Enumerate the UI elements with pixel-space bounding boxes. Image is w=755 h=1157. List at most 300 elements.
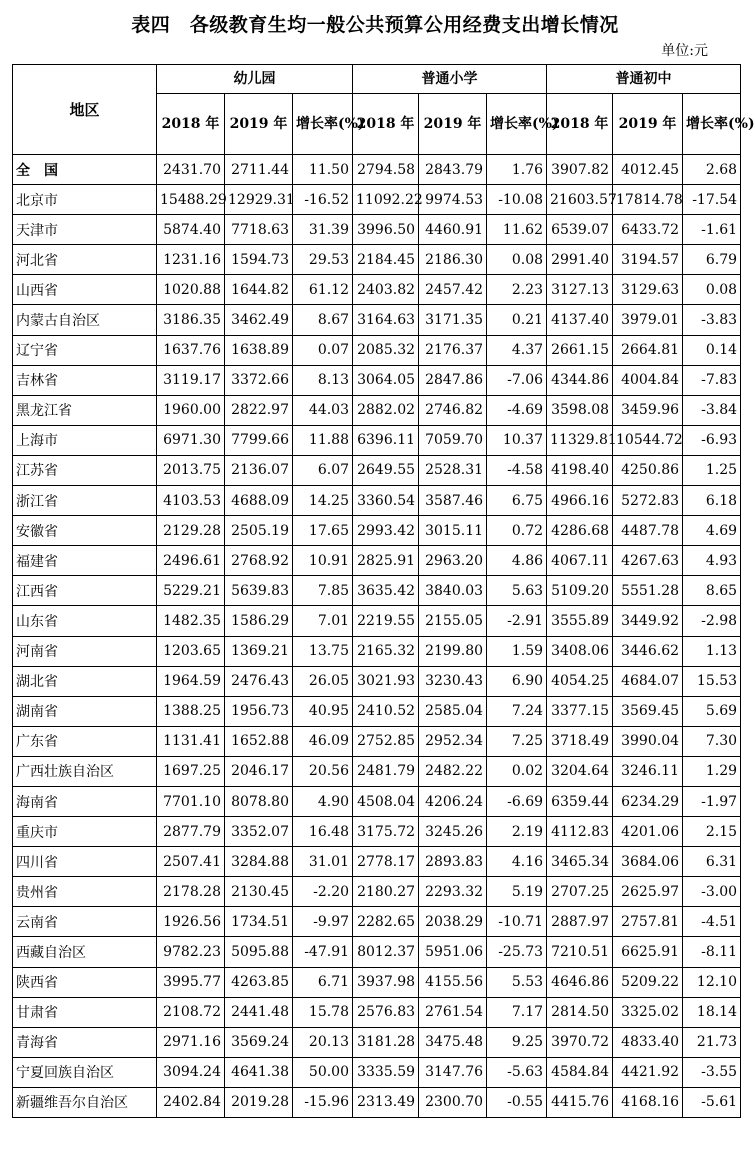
- value-cell: 4137.40: [547, 305, 613, 335]
- value-cell: -3.84: [683, 395, 741, 425]
- value-cell: 1697.25: [157, 756, 225, 786]
- value-cell: 6359.44: [547, 786, 613, 816]
- value-cell: 3996.50: [353, 215, 419, 245]
- value-cell: 2825.91: [353, 546, 419, 576]
- value-cell: 3021.93: [353, 666, 419, 696]
- value-cell: 2711.44: [225, 155, 293, 185]
- value-cell: 1369.21: [225, 636, 293, 666]
- table-row: [13, 335, 741, 365]
- table-row: [13, 967, 741, 997]
- value-cell: 2.23: [487, 275, 547, 305]
- value-cell: 2176.37: [419, 335, 487, 365]
- table-row: [13, 486, 741, 516]
- value-cell: -16.52: [293, 185, 353, 215]
- value-cell: 2013.75: [157, 455, 225, 485]
- value-cell: 0.14: [683, 335, 741, 365]
- group-header-kindergarten: 幼儿园: [157, 65, 353, 94]
- value-cell: 9974.53: [419, 185, 487, 215]
- value-cell: 1926.56: [157, 907, 225, 937]
- region-cell: 新疆维吾尔自治区: [13, 1087, 157, 1117]
- value-cell: 3094.24: [157, 1057, 225, 1087]
- value-cell: 3171.35: [419, 305, 487, 335]
- value-cell: 2971.16: [157, 1027, 225, 1057]
- value-cell: 5639.83: [225, 576, 293, 606]
- value-cell: 1482.35: [157, 606, 225, 636]
- value-cell: 2186.30: [419, 245, 487, 275]
- region-cell: 广西壮族自治区: [13, 756, 157, 786]
- table-row: [13, 606, 741, 636]
- table-row: [13, 636, 741, 666]
- value-cell: 2431.70: [157, 155, 225, 185]
- table-row: [13, 726, 741, 756]
- value-cell: 2403.82: [353, 275, 419, 305]
- value-cell: 5229.21: [157, 576, 225, 606]
- value-cell: 2046.17: [225, 756, 293, 786]
- year-2018-header: 2018 年: [547, 94, 613, 155]
- value-cell: 10544.72: [613, 425, 683, 455]
- value-cell: 2814.50: [547, 997, 613, 1027]
- table-row: [13, 425, 741, 455]
- value-cell: 46.09: [293, 726, 353, 756]
- value-cell: 1960.00: [157, 395, 225, 425]
- value-cell: 2441.48: [225, 997, 293, 1027]
- value-cell: 4168.16: [613, 1087, 683, 1117]
- value-cell: 6971.30: [157, 425, 225, 455]
- region-header: 地区: [13, 65, 157, 155]
- value-cell: -2.20: [293, 877, 353, 907]
- value-cell: -4.58: [487, 455, 547, 485]
- value-cell: 7.85: [293, 576, 353, 606]
- table-row: [13, 997, 741, 1027]
- value-cell: -3.55: [683, 1057, 741, 1087]
- value-cell: 3718.49: [547, 726, 613, 756]
- value-cell: 3587.46: [419, 486, 487, 516]
- region-cell: 陕西省: [13, 967, 157, 997]
- value-cell: -6.93: [683, 425, 741, 455]
- value-cell: 2282.65: [353, 907, 419, 937]
- value-cell: 14.25: [293, 486, 353, 516]
- value-cell: 4155.56: [419, 967, 487, 997]
- value-cell: 3408.06: [547, 636, 613, 666]
- value-cell: 2768.92: [225, 546, 293, 576]
- value-cell: 0.72: [487, 516, 547, 546]
- value-cell: 3970.72: [547, 1027, 613, 1057]
- value-cell: 3569.45: [613, 696, 683, 726]
- value-cell: -7.06: [487, 365, 547, 395]
- value-cell: 2178.28: [157, 877, 225, 907]
- region-cell: 四川省: [13, 847, 157, 877]
- value-cell: 1.29: [683, 756, 741, 786]
- table-row: [13, 185, 741, 215]
- value-cell: -4.51: [683, 907, 741, 937]
- table-row: [13, 817, 741, 847]
- table-row: [13, 546, 741, 576]
- value-cell: 4004.84: [613, 365, 683, 395]
- value-cell: 3015.11: [419, 516, 487, 546]
- value-cell: -10.71: [487, 907, 547, 937]
- value-cell: 1203.65: [157, 636, 225, 666]
- value-cell: 6.31: [683, 847, 741, 877]
- value-cell: 4966.16: [547, 486, 613, 516]
- value-cell: 2778.17: [353, 847, 419, 877]
- value-cell: 4012.45: [613, 155, 683, 185]
- value-cell: 15.78: [293, 997, 353, 1027]
- value-cell: 3181.28: [353, 1027, 419, 1057]
- value-cell: 31.39: [293, 215, 353, 245]
- value-cell: 4415.76: [547, 1087, 613, 1117]
- value-cell: 7.30: [683, 726, 741, 756]
- value-cell: -3.83: [683, 305, 741, 335]
- value-cell: 5874.40: [157, 215, 225, 245]
- value-cell: 5551.28: [613, 576, 683, 606]
- region-cell: 河北省: [13, 245, 157, 275]
- value-cell: 40.95: [293, 696, 353, 726]
- value-cell: 3465.34: [547, 847, 613, 877]
- value-cell: 2129.28: [157, 516, 225, 546]
- value-cell: 4421.92: [613, 1057, 683, 1087]
- value-cell: 3475.48: [419, 1027, 487, 1057]
- value-cell: 2882.02: [353, 395, 419, 425]
- region-cell: 河南省: [13, 636, 157, 666]
- value-cell: 3284.88: [225, 847, 293, 877]
- region-cell: 内蒙古自治区: [13, 305, 157, 335]
- value-cell: 1956.73: [225, 696, 293, 726]
- region-cell: 海南省: [13, 786, 157, 816]
- value-cell: 3995.77: [157, 967, 225, 997]
- value-cell: 2.68: [683, 155, 741, 185]
- value-cell: 3246.11: [613, 756, 683, 786]
- table-row: [13, 395, 741, 425]
- value-cell: 3186.35: [157, 305, 225, 335]
- group-header-primary: 普通小学: [353, 65, 547, 94]
- value-cell: 4641.38: [225, 1057, 293, 1087]
- value-cell: 6433.72: [613, 215, 683, 245]
- value-cell: 1231.16: [157, 245, 225, 275]
- value-cell: 2457.42: [419, 275, 487, 305]
- table-row: [13, 907, 741, 937]
- value-cell: 2625.97: [613, 877, 683, 907]
- table-row: [13, 516, 741, 546]
- year-2019-header: 2019 年: [225, 94, 293, 155]
- value-cell: 5.69: [683, 696, 741, 726]
- value-cell: 61.12: [293, 275, 353, 305]
- value-cell: 5109.20: [547, 576, 613, 606]
- value-cell: 1734.51: [225, 907, 293, 937]
- value-cell: 7210.51: [547, 937, 613, 967]
- value-cell: 4263.85: [225, 967, 293, 997]
- table-row: [13, 305, 741, 335]
- value-cell: -9.97: [293, 907, 353, 937]
- value-cell: 1131.41: [157, 726, 225, 756]
- year-2019-header: 2019 年: [419, 94, 487, 155]
- value-cell: 2752.85: [353, 726, 419, 756]
- value-cell: 1.59: [487, 636, 547, 666]
- value-cell: 3325.02: [613, 997, 683, 1027]
- table-row: [13, 756, 741, 786]
- value-cell: 2576.83: [353, 997, 419, 1027]
- table-row: [13, 696, 741, 726]
- value-cell: 44.03: [293, 395, 353, 425]
- table-row: [13, 275, 741, 305]
- value-cell: 8.65: [683, 576, 741, 606]
- value-cell: 7799.66: [225, 425, 293, 455]
- value-cell: 1.25: [683, 455, 741, 485]
- value-cell: 3555.89: [547, 606, 613, 636]
- value-cell: 2402.84: [157, 1087, 225, 1117]
- value-cell: 2481.79: [353, 756, 419, 786]
- value-cell: -4.69: [487, 395, 547, 425]
- value-cell: 4250.86: [613, 455, 683, 485]
- value-cell: 2507.41: [157, 847, 225, 877]
- value-cell: 3377.15: [547, 696, 613, 726]
- value-cell: 1020.88: [157, 275, 225, 305]
- value-cell: 0.08: [487, 245, 547, 275]
- value-cell: 2952.34: [419, 726, 487, 756]
- value-cell: 21.73: [683, 1027, 741, 1057]
- value-cell: 4646.86: [547, 967, 613, 997]
- value-cell: 18.14: [683, 997, 741, 1027]
- value-cell: 4286.68: [547, 516, 613, 546]
- value-cell: 16.48: [293, 817, 353, 847]
- value-cell: 4508.04: [353, 786, 419, 816]
- region-cell: 山西省: [13, 275, 157, 305]
- value-cell: 11.88: [293, 425, 353, 455]
- value-cell: 12929.31: [225, 185, 293, 215]
- value-cell: 7.25: [487, 726, 547, 756]
- value-cell: 3446.62: [613, 636, 683, 666]
- value-cell: 3840.03: [419, 576, 487, 606]
- region-cell: 全 国: [13, 155, 157, 185]
- value-cell: 2496.61: [157, 546, 225, 576]
- value-cell: -0.55: [487, 1087, 547, 1117]
- value-cell: 5951.06: [419, 937, 487, 967]
- value-cell: 3569.24: [225, 1027, 293, 1057]
- value-cell: 2293.32: [419, 877, 487, 907]
- table-body: [13, 155, 741, 1118]
- value-cell: 3360.54: [353, 486, 419, 516]
- table-row: [13, 937, 741, 967]
- value-cell: 2822.97: [225, 395, 293, 425]
- value-cell: 12.10: [683, 967, 741, 997]
- value-cell: 6396.11: [353, 425, 419, 455]
- value-cell: -8.11: [683, 937, 741, 967]
- value-cell: 2300.70: [419, 1087, 487, 1117]
- value-cell: -10.08: [487, 185, 547, 215]
- value-cell: 1638.89: [225, 335, 293, 365]
- value-cell: 6.79: [683, 245, 741, 275]
- value-cell: -6.69: [487, 786, 547, 816]
- value-cell: 7.17: [487, 997, 547, 1027]
- region-cell: 安徽省: [13, 516, 157, 546]
- value-cell: 7718.63: [225, 215, 293, 245]
- region-cell: 宁夏回族自治区: [13, 1057, 157, 1087]
- expenditure-table: [12, 64, 755, 1118]
- value-cell: 1644.82: [225, 275, 293, 305]
- value-cell: 6.75: [487, 486, 547, 516]
- value-cell: 8.13: [293, 365, 353, 395]
- value-cell: 2476.43: [225, 666, 293, 696]
- value-cell: 3352.07: [225, 817, 293, 847]
- value-cell: 2893.83: [419, 847, 487, 877]
- value-cell: 2019.28: [225, 1087, 293, 1117]
- table-row: [13, 365, 741, 395]
- value-cell: 8012.37: [353, 937, 419, 967]
- value-cell: 3459.96: [613, 395, 683, 425]
- value-cell: 5209.22: [613, 967, 683, 997]
- value-cell: 11092.22: [353, 185, 419, 215]
- unit-label: 单位:元: [661, 43, 708, 59]
- value-cell: 1.13: [683, 636, 741, 666]
- value-cell: 1.76: [487, 155, 547, 185]
- growth-rate-header: 增长率(%): [487, 94, 547, 155]
- value-cell: 3230.43: [419, 666, 487, 696]
- value-cell: 15.53: [683, 666, 741, 696]
- value-cell: 0.07: [293, 335, 353, 365]
- value-cell: 31.01: [293, 847, 353, 877]
- value-cell: 3979.01: [613, 305, 683, 335]
- value-cell: 9782.23: [157, 937, 225, 967]
- value-cell: 2136.07: [225, 455, 293, 485]
- value-cell: 2219.55: [353, 606, 419, 636]
- region-cell: 福建省: [13, 546, 157, 576]
- value-cell: -25.73: [487, 937, 547, 967]
- value-cell: 4.90: [293, 786, 353, 816]
- value-cell: 20.56: [293, 756, 353, 786]
- region-cell: 湖北省: [13, 666, 157, 696]
- value-cell: 2585.04: [419, 696, 487, 726]
- value-cell: 2313.49: [353, 1087, 419, 1117]
- table-row: [13, 455, 741, 485]
- value-cell: 3598.08: [547, 395, 613, 425]
- value-cell: 3204.64: [547, 756, 613, 786]
- value-cell: 3372.66: [225, 365, 293, 395]
- value-cell: 2108.72: [157, 997, 225, 1027]
- value-cell: 6.07: [293, 455, 353, 485]
- region-cell: 甘肃省: [13, 997, 157, 1027]
- year-2019-header: 2019 年: [613, 94, 683, 155]
- region-cell: 广东省: [13, 726, 157, 756]
- value-cell: 4.86: [487, 546, 547, 576]
- region-cell: 湖南省: [13, 696, 157, 726]
- value-cell: 4584.84: [547, 1057, 613, 1087]
- region-cell: 吉林省: [13, 365, 157, 395]
- region-cell: 贵州省: [13, 877, 157, 907]
- value-cell: 2130.45: [225, 877, 293, 907]
- value-cell: 2794.58: [353, 155, 419, 185]
- value-cell: 2843.79: [419, 155, 487, 185]
- value-cell: -47.91: [293, 937, 353, 967]
- value-cell: 20.13: [293, 1027, 353, 1057]
- value-cell: 3907.82: [547, 155, 613, 185]
- value-cell: 5.53: [487, 967, 547, 997]
- value-cell: -2.91: [487, 606, 547, 636]
- value-cell: 6539.07: [547, 215, 613, 245]
- growth-rate-header: 增长率(%): [293, 94, 353, 155]
- value-cell: -1.97: [683, 786, 741, 816]
- value-cell: 2085.32: [353, 335, 419, 365]
- value-cell: 11.62: [487, 215, 547, 245]
- year-2018-header: 2018 年: [353, 94, 419, 155]
- value-cell: 2180.27: [353, 877, 419, 907]
- value-cell: 4103.53: [157, 486, 225, 516]
- value-cell: 4206.24: [419, 786, 487, 816]
- value-cell: 3119.17: [157, 365, 225, 395]
- value-cell: 7701.10: [157, 786, 225, 816]
- value-cell: 1637.76: [157, 335, 225, 365]
- table-row: [13, 877, 741, 907]
- value-cell: 4487.78: [613, 516, 683, 546]
- value-cell: 3635.42: [353, 576, 419, 606]
- value-cell: 2661.15: [547, 335, 613, 365]
- region-cell: 天津市: [13, 215, 157, 245]
- value-cell: 3194.57: [613, 245, 683, 275]
- value-cell: 2505.19: [225, 516, 293, 546]
- value-cell: 3129.63: [613, 275, 683, 305]
- value-cell: 3335.59: [353, 1057, 419, 1087]
- value-cell: 2847.86: [419, 365, 487, 395]
- value-cell: 2887.97: [547, 907, 613, 937]
- table-row: [13, 666, 741, 696]
- value-cell: 4201.06: [613, 817, 683, 847]
- value-cell: 13.75: [293, 636, 353, 666]
- value-cell: 26.05: [293, 666, 353, 696]
- value-cell: -17.54: [683, 185, 741, 215]
- value-cell: 7.01: [293, 606, 353, 636]
- value-cell: 4833.40: [613, 1027, 683, 1057]
- value-cell: 1652.88: [225, 726, 293, 756]
- value-cell: 2038.29: [419, 907, 487, 937]
- table-row: [13, 847, 741, 877]
- table-row: [13, 1027, 741, 1057]
- value-cell: 21603.57: [547, 185, 613, 215]
- value-cell: 4267.63: [613, 546, 683, 576]
- value-cell: -5.61: [683, 1087, 741, 1117]
- region-cell: 云南省: [13, 907, 157, 937]
- value-cell: 3064.05: [353, 365, 419, 395]
- value-cell: -5.63: [487, 1057, 547, 1087]
- value-cell: 17814.78: [613, 185, 683, 215]
- value-cell: -2.98: [683, 606, 741, 636]
- year-2018-header: 2018 年: [157, 94, 225, 155]
- value-cell: 2.19: [487, 817, 547, 847]
- value-cell: 4460.91: [419, 215, 487, 245]
- value-cell: 17.65: [293, 516, 353, 546]
- value-cell: 11329.81: [547, 425, 613, 455]
- value-cell: 3462.49: [225, 305, 293, 335]
- region-cell: 山东省: [13, 606, 157, 636]
- region-cell: 辽宁省: [13, 335, 157, 365]
- value-cell: -7.83: [683, 365, 741, 395]
- value-cell: 2664.81: [613, 335, 683, 365]
- value-cell: -1.61: [683, 215, 741, 245]
- value-cell: 2184.45: [353, 245, 419, 275]
- value-cell: 8.67: [293, 305, 353, 335]
- value-cell: 3175.72: [353, 817, 419, 847]
- value-cell: 2.15: [683, 817, 741, 847]
- value-cell: 11.50: [293, 155, 353, 185]
- value-cell: 10.91: [293, 546, 353, 576]
- value-cell: 2877.79: [157, 817, 225, 847]
- group-header-junior: 普通初中: [547, 65, 741, 94]
- value-cell: 2963.20: [419, 546, 487, 576]
- value-cell: 3684.06: [613, 847, 683, 877]
- value-cell: 3147.76: [419, 1057, 487, 1087]
- value-cell: 3449.92: [613, 606, 683, 636]
- value-cell: 5272.83: [613, 486, 683, 516]
- value-cell: 2410.52: [353, 696, 419, 726]
- value-cell: 29.53: [293, 245, 353, 275]
- value-cell: 2746.82: [419, 395, 487, 425]
